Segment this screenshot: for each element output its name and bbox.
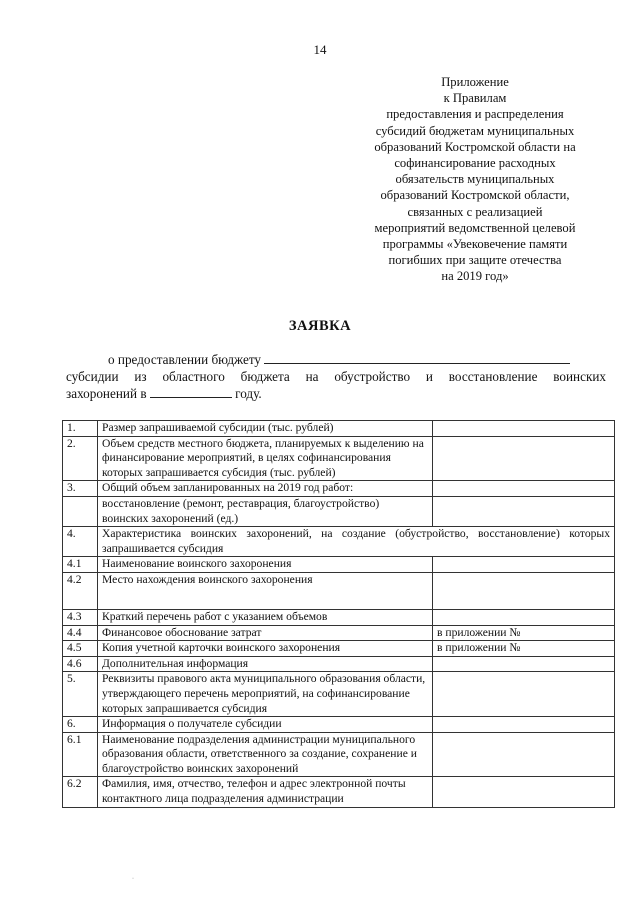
appendix-line: к Правилам <box>443 91 507 106</box>
scan-mark: · <box>132 876 134 882</box>
appendix-line: на 2019 год» <box>441 269 509 284</box>
row-value-field[interactable]: в приложении № <box>433 625 615 641</box>
row-description: Финансовое обоснование затрат <box>98 625 433 641</box>
row-description: Дополнительная информация <box>98 656 433 672</box>
appendix-header <box>372 74 578 285</box>
intro-text: субсидии из областного бюджета на обустройство и восстановление воинских <box>66 369 606 384</box>
row-number: 6.2 <box>63 777 98 807</box>
appendix-line: мероприятий ведомственной целевой <box>374 220 576 235</box>
table-row <box>63 656 615 672</box>
row-number: 5. <box>63 672 98 717</box>
row-description: Объем средств местного бюджета, планируемых к выделению на финансирование мероприятий, в целях софинансирования которых запрашивается субсидия (тыс. рублей) <box>98 436 433 481</box>
row-description: Наименование воинского захоронения <box>98 557 433 573</box>
intro-text: году. <box>235 386 262 401</box>
table-row <box>63 641 615 657</box>
table-row <box>63 732 615 777</box>
table-row <box>63 421 615 437</box>
appendix-line: предоставления и распределения <box>386 107 564 122</box>
table-row <box>63 572 615 609</box>
page-number: 14 <box>313 42 327 57</box>
appendix-line: обязательств муниципальных <box>395 172 555 187</box>
appendix-line: программы «Увековечение памяти <box>382 237 568 252</box>
row-number: 2. <box>63 436 98 481</box>
row-number: 4.4 <box>63 625 98 641</box>
row-value-field[interactable] <box>433 717 615 733</box>
row-description: Характеристика воинских захоронений, на создание (обустройство, восстановление) которых запрашивается субсидия <box>98 527 615 557</box>
appendix-line: связанных с реализацией <box>407 204 543 219</box>
row-number: 4. <box>63 527 98 557</box>
row-number: 4.5 <box>63 641 98 657</box>
year-blank-field[interactable] <box>150 386 232 398</box>
appendix-line: погибших при защите отечества <box>388 253 562 268</box>
budget-blank-field[interactable] <box>264 352 570 364</box>
row-description: Наименование подразделения администрации муниципального образования области, ответственного за создание, сохранение и благоустройство воинских захоронений <box>98 732 433 777</box>
row-value-field[interactable] <box>433 557 615 573</box>
appendix-line: Приложение <box>441 75 509 89</box>
row-value-field[interactable] <box>433 421 615 437</box>
intro-text: захоронений в <box>66 386 147 401</box>
intro-paragraph <box>66 351 606 402</box>
row-value-field[interactable] <box>433 777 615 807</box>
appendix-line: образований Костромской области, <box>380 188 570 203</box>
table-row <box>63 527 615 557</box>
row-description: Информация о получателе субсидии <box>98 717 433 733</box>
document-title: ЗАЯВКА <box>288 318 352 334</box>
table-row <box>63 481 615 497</box>
table-row <box>63 625 615 641</box>
row-number: 4.6 <box>63 656 98 672</box>
table-row <box>63 717 615 733</box>
intro-line <box>66 351 606 368</box>
row-description: Копия учетной карточки воинского захоронения <box>98 641 433 657</box>
row-value-field[interactable]: в приложении № <box>433 641 615 657</box>
row-value-field[interactable] <box>433 436 615 481</box>
table-row <box>63 557 615 573</box>
table-row <box>63 496 615 526</box>
row-value-field[interactable] <box>433 609 615 625</box>
table-row <box>63 609 615 625</box>
appendix-line: софинансирование расходных <box>394 156 556 171</box>
row-description: восстановление (ремонт, реставрация, благоустройство) воинских захоронений (ед.) <box>98 496 433 526</box>
row-description: Реквизиты правового акта муниципального образования области, утверждающего перечень мероприятий, на софинансирование которых запрашивается субсидия <box>98 672 433 717</box>
row-value-field[interactable] <box>433 656 615 672</box>
row-number: 4.1 <box>63 557 98 573</box>
row-number: 1. <box>63 421 98 437</box>
row-number: 6.1 <box>63 732 98 777</box>
row-number <box>63 496 98 526</box>
intro-line <box>66 385 606 402</box>
table-row <box>63 436 615 481</box>
application-table <box>62 420 615 808</box>
row-description: Размер запрашиваемой субсидии (тыс. рублей) <box>98 421 433 437</box>
row-value-field[interactable] <box>433 572 615 609</box>
row-value-field[interactable] <box>433 496 615 526</box>
row-value-field[interactable] <box>433 732 615 777</box>
row-number: 6. <box>63 717 98 733</box>
row-description: Краткий перечень работ с указанием объемов <box>98 609 433 625</box>
row-value-field[interactable] <box>433 481 615 497</box>
intro-text: о предоставлении бюджету <box>108 352 262 367</box>
row-number: 3. <box>63 481 98 497</box>
table-row <box>63 777 615 807</box>
row-number: 4.2 <box>63 572 98 609</box>
row-number: 4.3 <box>63 609 98 625</box>
appendix-line: субсидий бюджетам муниципальных <box>375 123 575 138</box>
table-row <box>63 672 615 717</box>
row-description: Место нахождения воинского захоронения <box>98 572 433 609</box>
row-description: Фамилия, имя, отчество, телефон и адрес электронной почты контактного лица подразделения администрации <box>98 777 433 807</box>
appendix-line: образований Костромской области на <box>374 139 576 154</box>
row-value-field[interactable] <box>433 672 615 717</box>
row-description: Общий объем запланированных на 2019 год работ: <box>98 481 433 497</box>
